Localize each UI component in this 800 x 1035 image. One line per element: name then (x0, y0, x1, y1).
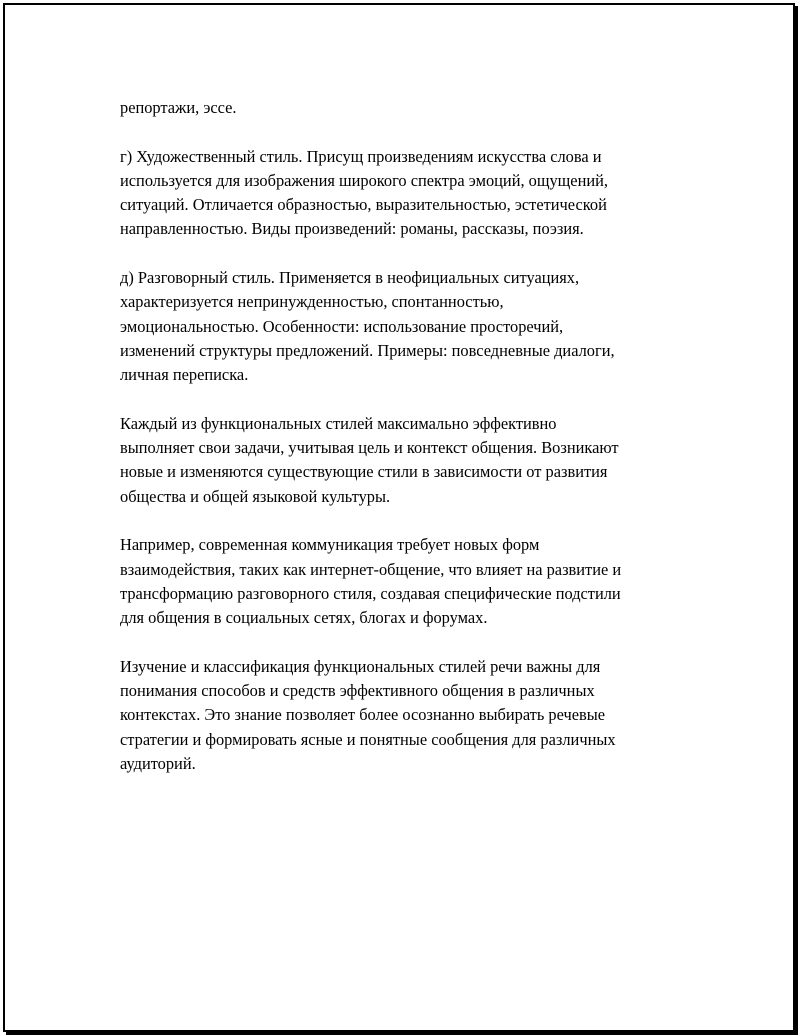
paragraph-styles-effectiveness: Каждый из функциональных стилей максимально эффективно выполняет свои задачи, учитывая цель и контекст общения. Возникают новые и изменяются существующие стили в зависимости от развития общества и общей языковой культуры. (120, 413, 619, 506)
paragraph-modern-communication: Например, современная коммуникация требует новых форм взаимодействия, таких как интернет-общение, что влияет на развитие и трансформацию разговорного стиля, создавая специфические подстили для общения в социальных сетях, блогах и форумах. (120, 535, 622, 628)
paragraph-conclusion: Изучение и классификация функциональных стилей речи важны для понимания способов и средств эффективного общения в различных контекстах. Это знание позволяет более осознанно выбирать речевые стратегии и формировать ясные и понятные сообщения для различных аудиторий. (120, 656, 616, 774)
document-body (120, 96, 700, 801)
paragraph-essay-tail: репортажи, эссе. (120, 98, 237, 117)
paragraph-artistic-style: г) Художественный стиль. Присущ произведениям искусства слова и используется для изображения широкого спектра эмоций, ощущений, ситуаций. Отличается образностью, выразительностью, эстетической направленностью. Виды произведений: романы, рассказы, поэзия. (120, 146, 608, 239)
document-page (3, 3, 795, 1032)
paragraph-conversational-style: д) Разговорный стиль. Применяется в неофициальных ситуациях, характеризуется непринужденностью, спонтанностью, эмоциональностью. Особенности: использование просторечий, изменений структуры предложений. Примеры: повседневные диалоги, личная переписка. (120, 268, 615, 385)
